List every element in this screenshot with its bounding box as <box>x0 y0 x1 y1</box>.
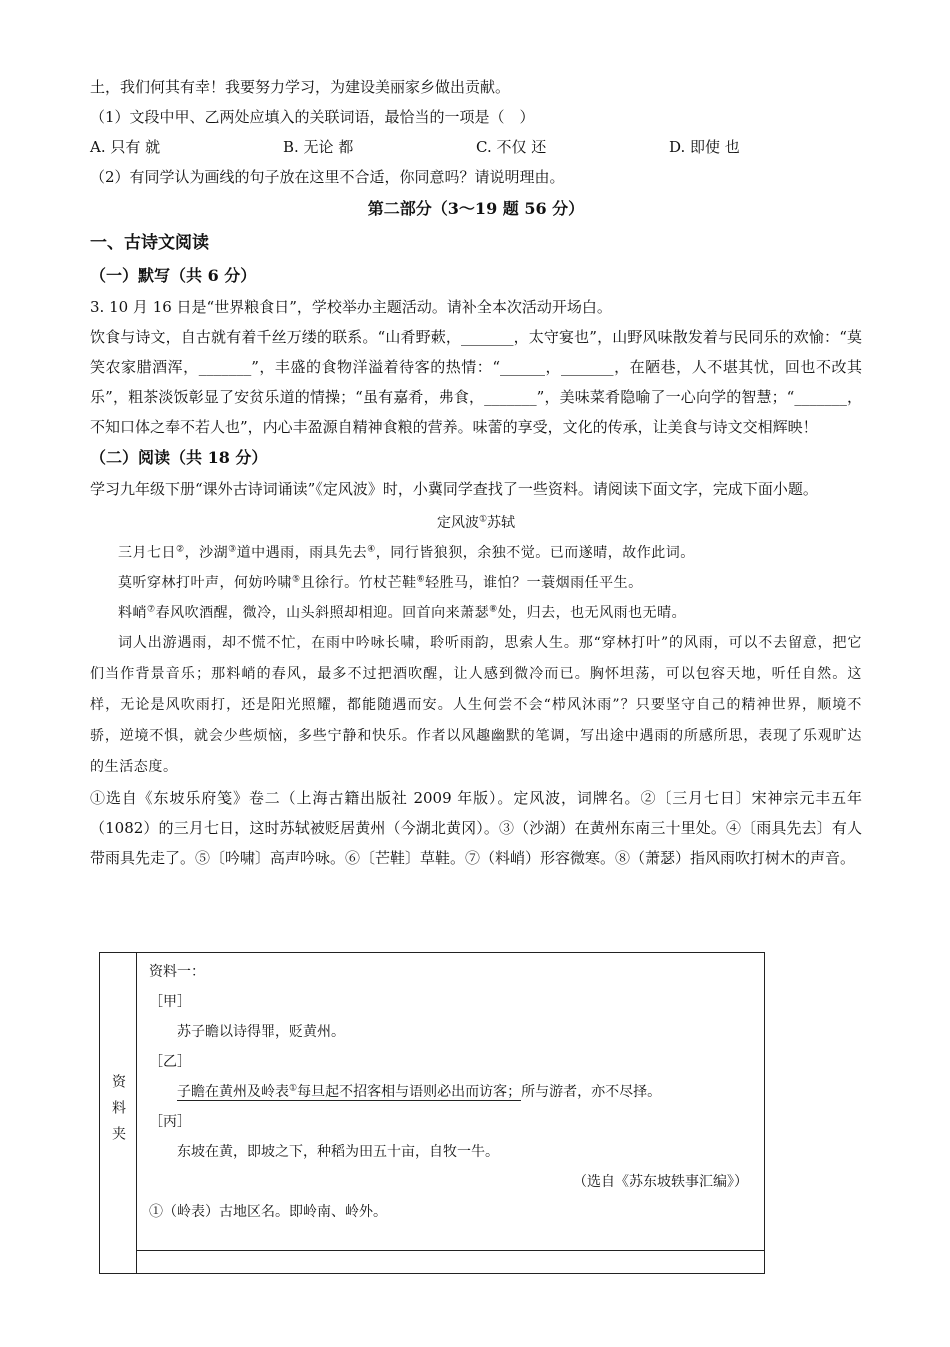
part-title: 第二部分（3～19 题 56 分） <box>367 199 585 218</box>
subsection-dictation: （一）默写（共 6 分） <box>90 266 257 285</box>
box-divider <box>137 1250 764 1251</box>
text-yi: 子瞻在黄州及岭表①每旦起不招客相与语则必出而访客；所与游者，亦不尽择。 <box>177 1083 662 1100</box>
reading-intro: 学习九年级下册“课外古诗词诵读”《定风波》时，小冀同学查找了一些资料。请阅读下面文字，完成下面小题。 <box>90 480 818 498</box>
material-content <box>137 953 764 1273</box>
source-citation: （选自《苏东坡轶事汇编》） <box>573 1174 748 1190</box>
label-yi: ［乙］ <box>149 1054 191 1070</box>
subsection-reading: （二）阅读（共 18 分） <box>90 448 268 467</box>
option-d[interactable]: D. 即使 也 <box>669 138 740 156</box>
label-jia: ［甲］ <box>149 994 191 1010</box>
label-bing: ［丙］ <box>149 1114 191 1130</box>
question-1: （1）文段中甲、乙两处应填入的关联词语，最恰当的一项是（ ） <box>90 108 535 126</box>
underlined-sentence: 子瞻在黄州及岭表①每旦起不招客相与语则必出而访客； <box>177 1083 522 1100</box>
material-side-label: 资料夹 <box>100 953 137 1273</box>
footnotes: ①选自《东坡乐府笺》卷二（上海古籍出版社 2009 年版）。定风波，词牌名。②〔三月七日〕宋神宗元丰五年（1082）的三月七日，这时苏轼被贬居黄州（今湖北黄冈）。③（沙湖）在黄州东南三十里处。④〔雨具先去〕有人带雨具先走了。⑤〔吟啸〕高声吟咏。⑥〔芒鞋〕草鞋。⑦（料峭）形容微寒。⑧（萧瑟）指风雨吹打树木的声音。 <box>90 789 862 867</box>
material-box <box>99 952 765 1274</box>
poem-title: 定风波①苏轼 <box>436 514 516 531</box>
poem-commentary: 词人出游遇雨，却不慌不忙，在雨中吟咏长啸，聆听雨韵，思索人生。那“穿林打叶”的风雨，可以不去留意，把它们当作背景音乐；那料峭的春风，最多不过把酒吹醒，让人感到微冷而已。胸怀坦荡，可以包容天地，听任自然。这样，无论是风吹雨打，还是阳光照耀，都能随遇而安。人生何尝不会“栉风沐雨”？只要坚守自己的精神世界，顺境不骄，逆境不惧，就会少些烦恼，多些宁静和快乐。作者以风趣幽默的笔调，写出途中遇雨的所感所思，表现了乐观旷达的生活态度。 <box>90 635 862 775</box>
section-heading: 一、古诗文阅读 <box>90 233 209 253</box>
text-jia: 苏子瞻以诗得罪，贬黄州。 <box>177 1024 345 1040</box>
material-heading: 资料一： <box>149 964 205 980</box>
continued-line: 土，我们何其有幸！我要努力学习，为建设美丽家乡做出贡献。 <box>90 78 511 96</box>
box-footnote: ①（岭表）古地区名。即岭南、岭外。 <box>149 1204 387 1220</box>
question-2: （2）有同学认为画线的句子放在这里不合适，你同意吗？请说明理由。 <box>90 168 565 186</box>
question-3-intro: 3. 10 月 16 日是“世界粮食日”，学校举办主题活动。请补全本次活动开场白。 <box>90 298 612 316</box>
answer-options <box>90 132 862 162</box>
document-page <box>90 72 862 873</box>
poem-line-2: 料峭⑦春风吹酒醒，微冷，山头斜照却相迎。回首向来萧瑟⑧处，归去，也无风雨也无晴。 <box>118 604 687 621</box>
option-c[interactable]: C. 不仅 还 <box>476 138 547 156</box>
option-b[interactable]: B. 无论 都 <box>283 138 354 156</box>
text-bing: 东坡在黄，即坡之下，种稻为田五十亩，自牧一牛。 <box>177 1144 499 1160</box>
option-a[interactable]: A. 只有 就 <box>90 138 161 156</box>
question-3-body: 饮食与诗文，自古就有着千丝万缕的联系。“山肴野蔌，_______，太守宴也”，山野风味散发着与民同乐的欢愉：“莫笑农家腊酒浑，_______”，丰盛的食物洋溢着待客的热情：“______，_______，在陋巷，人不堪其忧，回也不改其乐”，粗茶淡饭彰显了安贫乐道的情操；“虽有嘉肴，弗食，_______”，美味菜肴隐喻了一心向学的智慧；“_______，不知口体之奉不若人也”，内心丰盈源自精神食粮的营养。味蕾的享受，文化的传承，让美食与诗文交相辉映！ <box>90 328 862 436</box>
poem-preface: 三月七日②，沙湖③道中遇雨，雨具先去④，同行皆狼狈，余独不觉。已而遂晴，故作此词。 <box>118 544 695 561</box>
poem-line-1: 莫听穿林打叶声，何妨吟啸⑤且徐行。竹杖芒鞋⑥轻胜马，谁怕？一蓑烟雨任平生。 <box>118 574 643 591</box>
